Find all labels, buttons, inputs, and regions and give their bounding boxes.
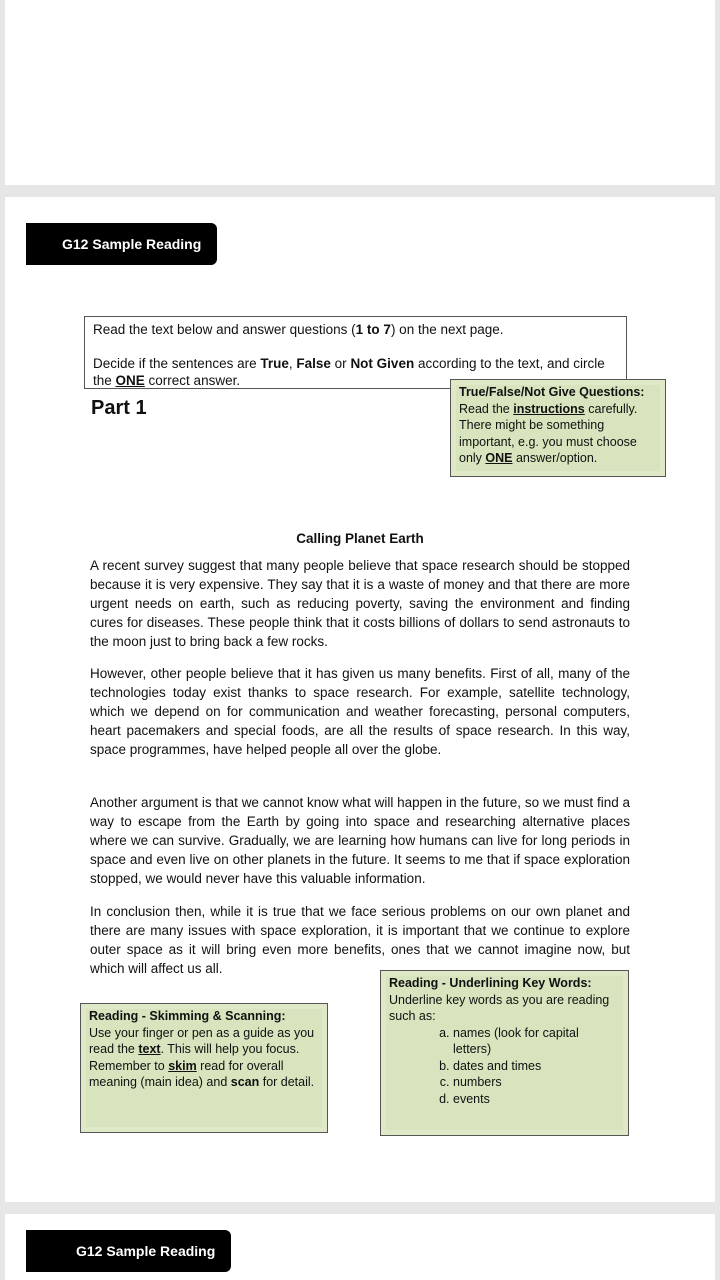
tip-title: Reading - Skimming & Scanning:	[89, 1009, 286, 1023]
tip-title: True/False/Not Give Questions:	[459, 385, 645, 399]
part-title: Part 1	[91, 397, 147, 419]
footer-tag: G12 Sample Reading	[26, 1230, 231, 1272]
list-item: a. names (look for capital letters)	[453, 1025, 620, 1058]
list-item: b. dates and times	[453, 1058, 620, 1075]
tip-text: Use your finger or pen as a guide as you read the text. This will help you focus. Remember to skim read for overall meaning (main idea) and scan for detail.	[89, 1025, 315, 1089]
article-paragraph: Another argument is that we cannot know what will happen in the future, so we must find a way to escape from the Earth by going into space and researching alternative places where we can survive. Gradually, we are learning how humans can live for long periods in space and even live on other planets in the future. It seems to me that if space exploration stopped, we would never have this valuable information.	[90, 795, 630, 886]
article-paragraph: A recent survey suggest that many people believe that space research should be stopped because it is very expensive. They say that it is a waste of money and that there are more urgent needs on earth, such as reducing poverty, saving the environment and finding cures for diseases. These people think that it costs billions of dollars to send astronauts to the moon just to bring back a few rocks.	[90, 558, 630, 649]
article-paragraph: In conclusion then, while it is true that we face serious problems on our own planet and there are many issues with space exploration, it is important that we continue to explore outer space as it will bring even more benefits, ones that we cannot imagine now, but which will affect us all.	[90, 904, 630, 976]
list-item: c. numbers	[453, 1074, 620, 1091]
article-paragraph: However, other people believe that it has given us many benefits. First of all, many of the technologies today exist thanks to space research. For example, satellite technology, which we depend on for communication and weather forecasting, personal computers, heart pacemakers and special foods, are all the results of space research. In this way, space programmes, have helped people all over the globe.	[90, 666, 630, 757]
key-words-list	[389, 1025, 620, 1108]
tip-true-false-box	[450, 379, 666, 477]
tip-text: Read the instructions carefully. There might be something important, e.g. you must choose only ONE answer/option.	[459, 401, 638, 465]
tip-skimming-box	[80, 1003, 328, 1133]
instruction-line-1: Read the text below and answer questions (1 to 7) on the next page.	[93, 322, 504, 337]
instruction-line-2: Decide if the sentences are True, False or Not Given according to the text, and circle the ONE correct answer.	[93, 356, 605, 388]
tip-title: Reading - Underlining Key Words:	[389, 976, 592, 990]
list-item: d. events	[453, 1091, 620, 1108]
tip-underlining-box	[380, 970, 629, 1136]
tip-intro: Underline key words as you are reading such as:	[389, 992, 610, 1023]
header-tag: G12 Sample Reading	[26, 223, 217, 265]
previous-page	[5, 0, 715, 185]
article-title: Calling Planet Earth	[296, 531, 424, 546]
